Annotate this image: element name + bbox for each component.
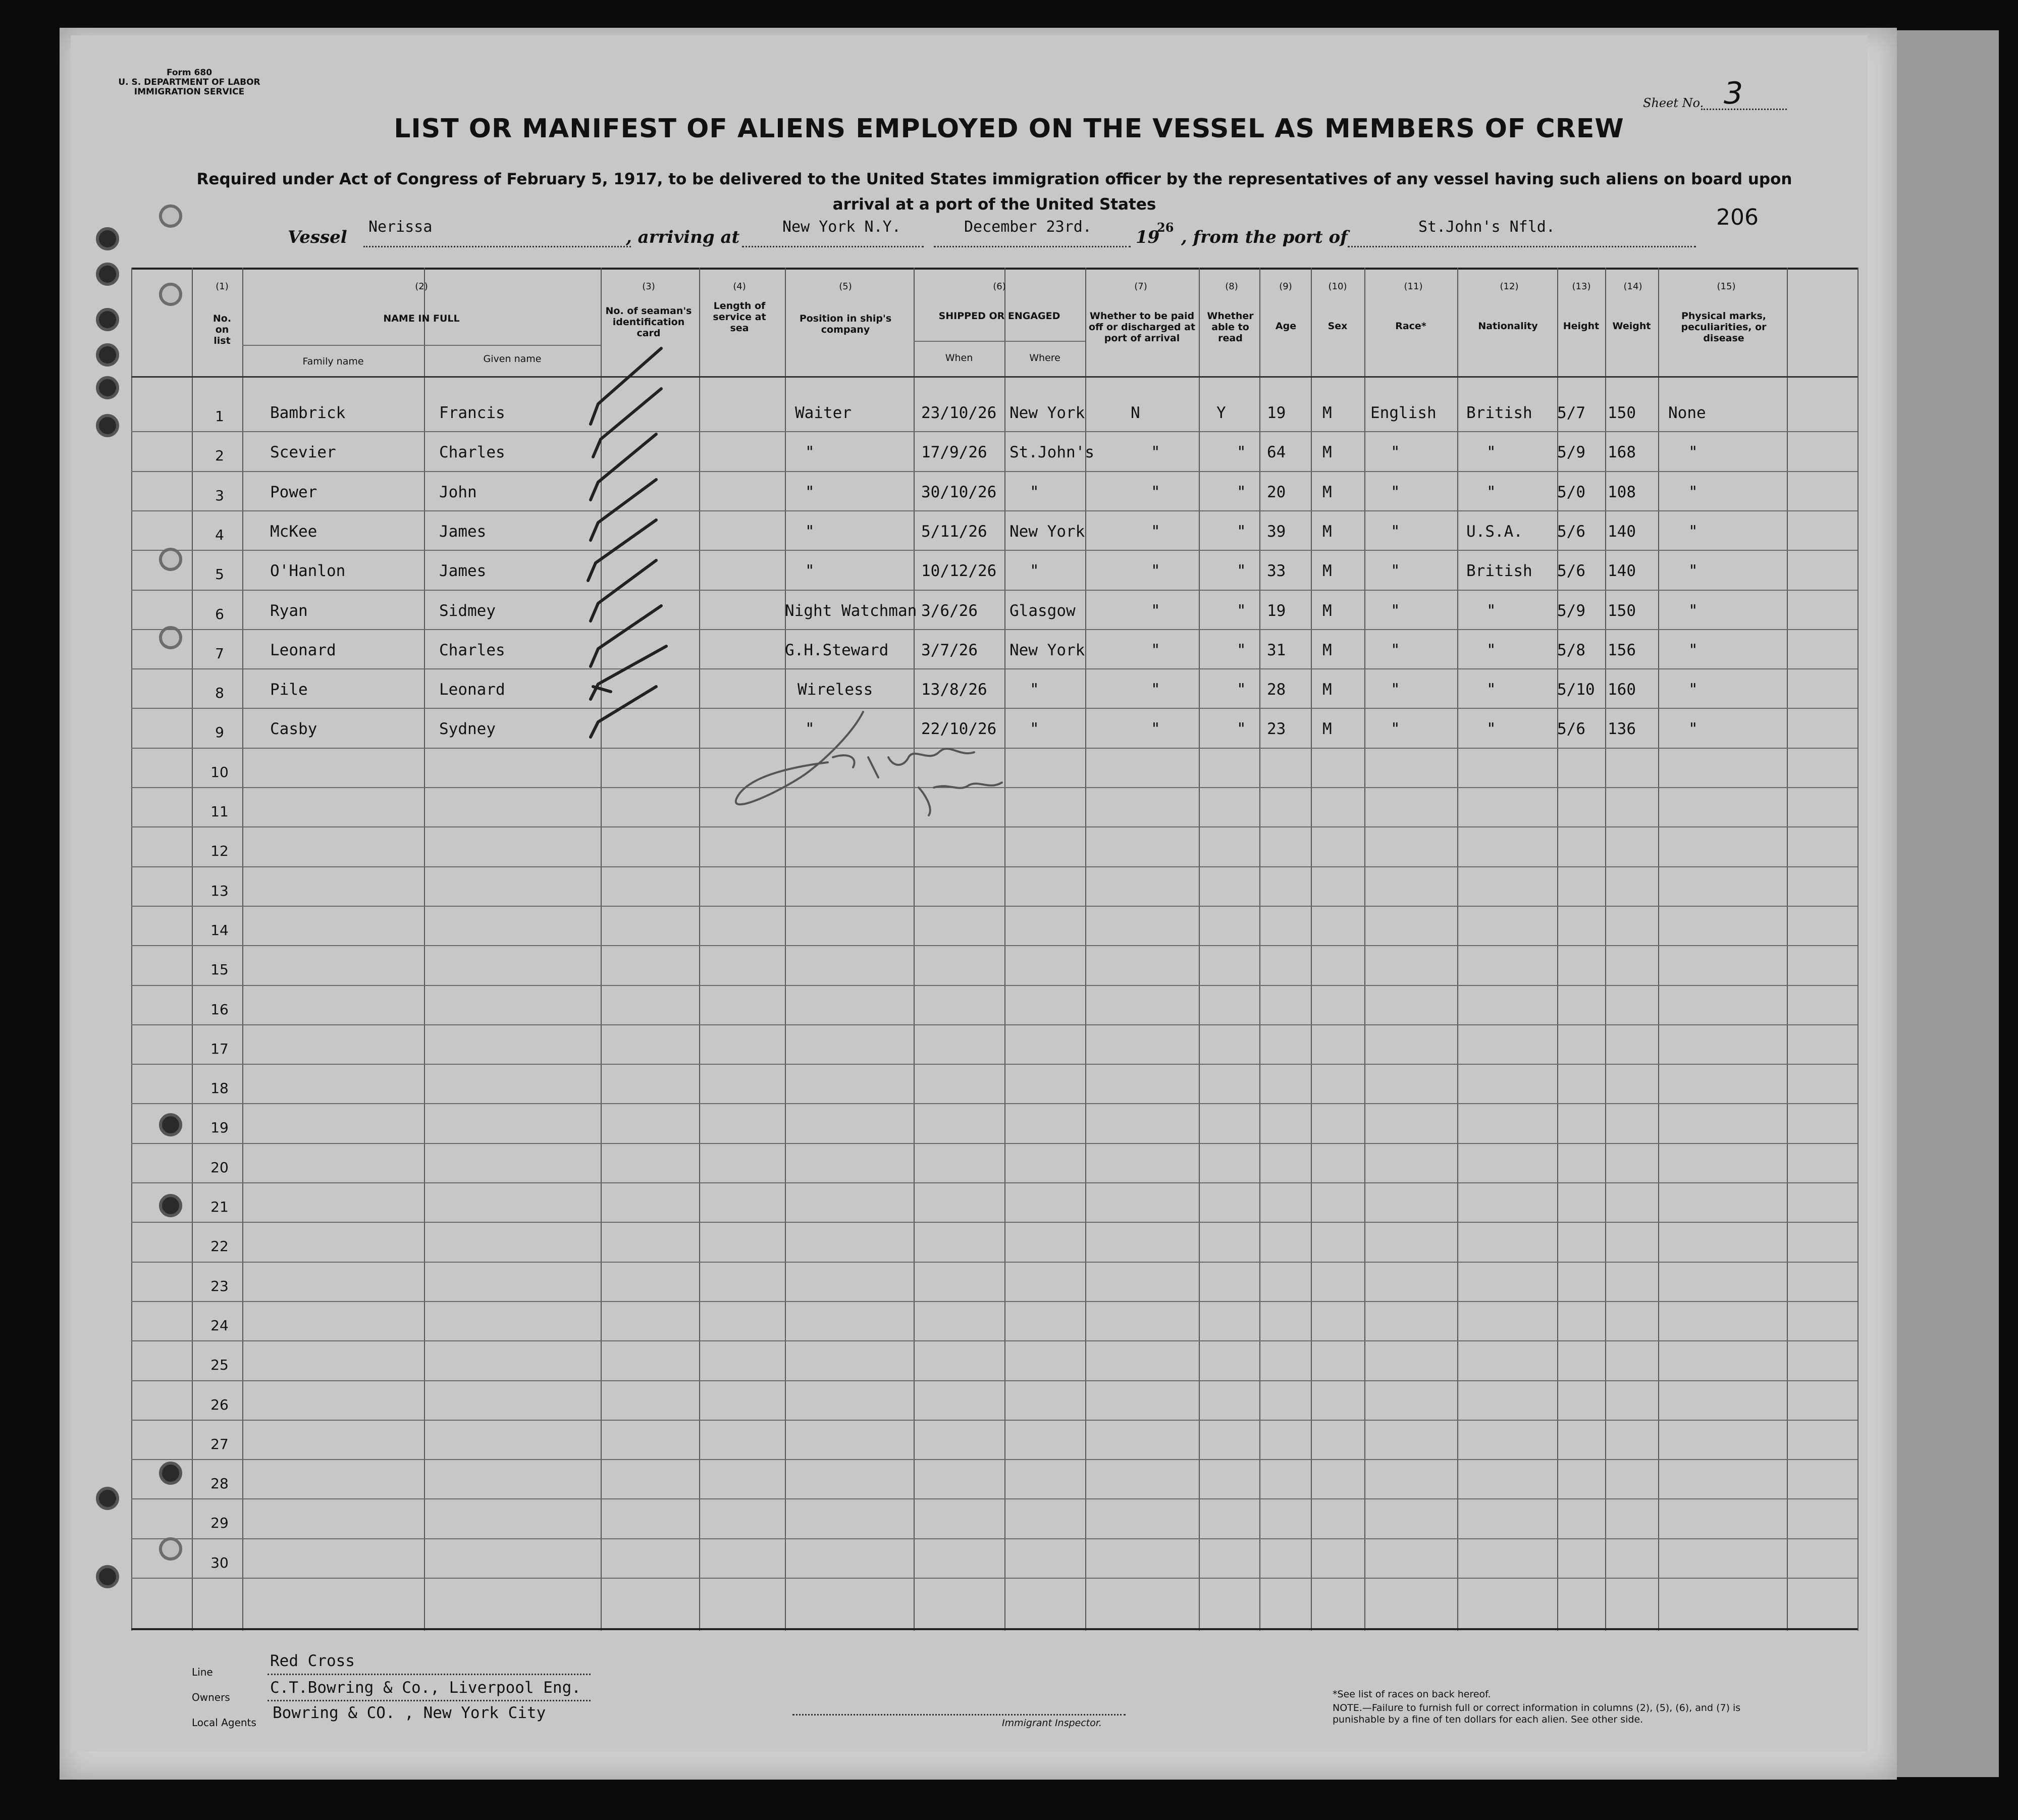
- year-suffix: 26: [1157, 220, 1174, 235]
- manifest-table-top: [131, 268, 1857, 270]
- cell-nationality: ": [1486, 681, 1496, 699]
- cell-paid: N: [1131, 404, 1140, 422]
- header-no-on-list: No. on list: [213, 313, 232, 346]
- binder-hole: [159, 1537, 182, 1561]
- header-id-card: No. of seaman's identification card: [605, 305, 692, 339]
- cell-race: ": [1391, 443, 1400, 462]
- row-number: 10: [210, 763, 229, 781]
- sheet-number-label: Sheet No.: [1643, 96, 1704, 110]
- row-number: 4: [215, 526, 224, 543]
- cell-weight: 160: [1608, 681, 1636, 699]
- vessel-line: [288, 218, 1555, 247]
- cell-age: 39: [1267, 522, 1286, 541]
- cell-position: Night Watchman: [785, 601, 917, 620]
- cell-marks: ": [1688, 720, 1698, 739]
- row-rule: [131, 1301, 1857, 1302]
- row-number: 24: [210, 1317, 229, 1334]
- cell-where: St.John's: [1010, 443, 1094, 462]
- row-number: 17: [210, 1040, 229, 1057]
- cell-marks: ": [1688, 522, 1698, 541]
- column-rule: [699, 268, 700, 1631]
- agents-value: Bowring & CO. , New York City: [273, 1704, 546, 1722]
- column-rule: [1787, 268, 1788, 1631]
- cell-nationality: ": [1486, 443, 1496, 462]
- column-rule: [242, 268, 243, 1631]
- sheet-code: 206: [1716, 204, 1759, 230]
- from-port: St.John's Nfld.: [1418, 218, 1555, 236]
- cell-family: Casby: [270, 720, 317, 739]
- row-number: 27: [210, 1435, 229, 1452]
- row-number: 11: [210, 803, 229, 820]
- binder-hole: [159, 1462, 182, 1485]
- row-number: 18: [210, 1080, 229, 1097]
- agents-label: Local Agents: [192, 1717, 256, 1729]
- row-rule: [131, 1380, 1857, 1381]
- cell-position: ": [805, 483, 815, 501]
- cell-marks: ": [1688, 601, 1698, 620]
- cell-race: ": [1391, 601, 1400, 620]
- cell-nationality: ": [1486, 641, 1496, 659]
- header-race: Race*: [1395, 321, 1426, 332]
- cell-nationality: ": [1486, 720, 1496, 739]
- cell-family: Ryan: [270, 601, 308, 620]
- row-rule: [131, 1024, 1857, 1025]
- cell-age: 19: [1267, 601, 1286, 620]
- col-num-11: (11): [1404, 281, 1423, 292]
- header-physical: Physical marks, peculiarities, or disease: [1681, 310, 1767, 344]
- cell-paid: ": [1151, 720, 1160, 739]
- binder-hole: [96, 376, 119, 399]
- cell-weight: 150: [1608, 404, 1636, 422]
- binder-hole: [159, 1194, 182, 1217]
- row-rule: [131, 1182, 1857, 1183]
- cell-position: G.H.Steward: [785, 641, 889, 659]
- row-number: 3: [215, 487, 224, 504]
- sheet-number-line: [1701, 109, 1787, 110]
- header-paid-off: Whether to be paid off or discharged at port of arrival: [1088, 310, 1196, 344]
- col-num-15: (15): [1717, 281, 1736, 292]
- row-number: 6: [215, 605, 224, 622]
- cell-sex: M: [1322, 720, 1332, 739]
- inspector-line: [792, 1714, 1126, 1715]
- cell-nationality: British: [1466, 562, 1532, 581]
- cell-given: Francis: [439, 404, 505, 422]
- cell-marks: ": [1688, 483, 1698, 501]
- cell-given: Sidmey: [439, 601, 496, 620]
- col-num-2: (2): [415, 281, 428, 292]
- row-rule: [131, 826, 1857, 827]
- header-sex: Sex: [1327, 321, 1348, 332]
- row-rule: [131, 550, 1857, 551]
- cell-read: ": [1237, 483, 1246, 501]
- cell-paid: ": [1151, 562, 1160, 581]
- cell-paid: ": [1151, 522, 1160, 541]
- col-num-14: (14): [1623, 281, 1642, 292]
- column-rule: [1457, 268, 1458, 1631]
- row-number: 12: [210, 843, 229, 860]
- year-prefix: 19: [1136, 227, 1160, 247]
- cell-marks: ": [1688, 681, 1698, 699]
- row-number: 30: [210, 1554, 229, 1571]
- cell-paid: ": [1151, 483, 1160, 501]
- cell-family: O'Hanlon: [270, 562, 346, 581]
- cell-nationality: ": [1486, 601, 1496, 620]
- cell-where: New York: [1010, 522, 1085, 541]
- cell-where: ": [1030, 562, 1039, 581]
- cell-race: ": [1391, 681, 1400, 699]
- binder-hole: [96, 414, 119, 437]
- col-num-8: (8): [1225, 281, 1238, 292]
- col-num-6: (6): [993, 281, 1006, 292]
- cell-weight: 168: [1608, 443, 1636, 462]
- cell-paid: ": [1151, 641, 1160, 659]
- row-rule: [131, 1222, 1857, 1223]
- row-number: 22: [210, 1238, 229, 1255]
- cell-sex: M: [1322, 404, 1332, 422]
- row-number: 1: [215, 408, 224, 425]
- cell-age: 20: [1267, 483, 1286, 501]
- row-rule: [131, 748, 1857, 749]
- header-position: Position in ship's company: [799, 313, 892, 335]
- form-department-block: [106, 68, 273, 97]
- row-rule: [131, 708, 1857, 709]
- cell-given: Sydney: [439, 720, 496, 739]
- row-rule: [131, 1103, 1857, 1104]
- cell-read: ": [1237, 601, 1246, 620]
- column-rule: [1557, 268, 1558, 1631]
- header-when: When: [945, 352, 973, 363]
- row-rule: [131, 1498, 1857, 1499]
- cell-height: 5/9: [1557, 443, 1585, 462]
- vessel-fill-line: [363, 246, 631, 247]
- cell-family: Leonard: [270, 641, 336, 659]
- inspector-label: Immigrant Inspector.: [1002, 1718, 1102, 1729]
- cell-where: ": [1030, 720, 1039, 739]
- cell-race: ": [1391, 562, 1400, 581]
- cell-when: 5/11/26: [921, 522, 987, 541]
- binder-hole: [96, 1487, 119, 1510]
- cell-weight: 156: [1608, 641, 1636, 659]
- row-rule: [131, 1143, 1857, 1144]
- column-rule: [1199, 268, 1200, 1631]
- header-family-name: Family name: [302, 356, 364, 367]
- row-rule: [131, 906, 1857, 907]
- row-number: 29: [210, 1515, 229, 1532]
- cell-given: Charles: [439, 443, 505, 462]
- name-header-rule: [242, 345, 601, 346]
- row-number: 28: [210, 1475, 229, 1492]
- cell-read: ": [1237, 522, 1246, 541]
- row-number: 26: [210, 1396, 229, 1413]
- row-number: 21: [210, 1199, 229, 1215]
- col-num-7: (7): [1134, 281, 1147, 292]
- header-bottom-rule: [131, 376, 1857, 378]
- col-num-9: (9): [1279, 281, 1292, 292]
- cell-where: New York: [1010, 641, 1085, 659]
- row-number: 19: [210, 1119, 229, 1136]
- agents-line: [268, 1700, 591, 1701]
- row-number: 5: [215, 566, 224, 583]
- cell-given: James: [439, 562, 487, 581]
- from-port-label: , from the port of: [1181, 227, 1348, 247]
- cell-given: John: [439, 483, 477, 501]
- row-number: 7: [215, 645, 224, 662]
- cell-when: 22/10/26: [921, 720, 997, 739]
- header-length-service: Length of service at sea: [713, 300, 766, 334]
- cell-sex: M: [1322, 522, 1332, 541]
- cell-paid: ": [1151, 601, 1160, 620]
- cell-age: 33: [1267, 562, 1286, 581]
- cell-family: Bambrick: [270, 404, 346, 422]
- from-port-fill-line: [1348, 246, 1696, 247]
- arriving-port: New York N.Y.: [782, 218, 901, 236]
- cell-family: Power: [270, 483, 317, 501]
- row-rule: [131, 1578, 1857, 1579]
- cell-sex: M: [1322, 483, 1332, 501]
- row-rule: [131, 590, 1857, 591]
- col-num-1: (1): [216, 281, 229, 292]
- header-weight: Weight: [1612, 321, 1651, 332]
- cell-read: ": [1237, 720, 1246, 739]
- cell-age: 28: [1267, 681, 1286, 699]
- row-rule: [131, 668, 1857, 669]
- column-rule: [914, 268, 915, 1631]
- column-rule: [424, 268, 425, 1631]
- column-rule: [1658, 268, 1659, 1631]
- cell-marks: ": [1688, 641, 1698, 659]
- cell-height: 5/10: [1557, 681, 1595, 699]
- cell-when: 13/8/26: [921, 681, 987, 699]
- cell-position: ": [805, 443, 815, 462]
- race-note: *See list of races on back hereof.: [1333, 1689, 1491, 1700]
- binder-hole: [159, 204, 182, 228]
- cell-given: James: [439, 522, 487, 541]
- row-number: 2: [215, 447, 224, 464]
- cell-nationality: British: [1466, 404, 1532, 422]
- cell-race: ": [1391, 720, 1400, 739]
- cell-read: ": [1237, 562, 1246, 581]
- header-where: Where: [1029, 352, 1060, 363]
- footer-top-rule: [131, 1628, 1857, 1630]
- column-rule: [1605, 268, 1606, 1631]
- fine-note: NOTE.—Failure to furnish full or correct information in columns (2), (5), (6), and (7) is punishable by a fine of ten dollars for each alien. See other side.: [1333, 1702, 1741, 1725]
- binder-hole: [96, 263, 119, 286]
- column-rule: [601, 268, 602, 1631]
- cell-when: 30/10/26: [921, 483, 997, 501]
- binder-hole: [96, 308, 119, 331]
- cell-height: 5/0: [1557, 483, 1585, 501]
- header-name-in-full: NAME IN FULL: [383, 313, 460, 324]
- cell-weight: 140: [1608, 522, 1636, 541]
- cell-race: ": [1391, 522, 1400, 541]
- binder-hole: [159, 283, 182, 306]
- form-number: Form 680: [166, 68, 213, 78]
- col-num-10: (10): [1328, 281, 1347, 292]
- row-number: 8: [215, 685, 224, 702]
- cell-position: Waiter: [795, 404, 852, 422]
- row-number: 25: [210, 1357, 229, 1374]
- row-rule: [131, 1064, 1857, 1065]
- column-rule: [1311, 268, 1312, 1631]
- row-rule: [131, 866, 1857, 867]
- row-rule: [131, 629, 1857, 630]
- row-rule: [131, 1340, 1857, 1341]
- cell-nationality: U.S.A.: [1466, 522, 1523, 541]
- cell-position: ": [805, 562, 815, 581]
- cell-paid: ": [1151, 681, 1160, 699]
- row-rule: [131, 471, 1857, 472]
- row-number: 15: [210, 961, 229, 978]
- cell-position: ": [805, 522, 815, 541]
- cell-when: 17/9/26: [921, 443, 987, 462]
- cell-family: Pile: [270, 681, 308, 699]
- row-rule: [131, 1459, 1857, 1460]
- row-number: 9: [215, 724, 224, 741]
- cell-sex: M: [1322, 641, 1332, 659]
- cell-given: Leonard: [439, 681, 505, 699]
- line-label: Line: [192, 1666, 213, 1678]
- cell-sex: M: [1322, 681, 1332, 699]
- header-given-name: Given name: [483, 353, 542, 365]
- col-num-12: (12): [1500, 281, 1519, 292]
- column-rule: [785, 268, 786, 1631]
- row-rule: [131, 1538, 1857, 1539]
- cell-position: ": [805, 720, 815, 739]
- sheet-number-value: 3: [1724, 76, 1743, 111]
- column-rule: [1085, 268, 1086, 1631]
- owners-label: Owners: [192, 1691, 230, 1703]
- cell-family: McKee: [270, 522, 317, 541]
- binder-hole: [159, 1113, 182, 1136]
- cell-marks: None: [1668, 404, 1706, 422]
- row-rule: [131, 787, 1857, 788]
- column-rule: [192, 268, 193, 1631]
- cell-when: 23/10/26: [921, 404, 997, 422]
- cell-read: ": [1237, 443, 1246, 462]
- cell-given: Charles: [439, 641, 505, 659]
- header-able-read: Whether able to read: [1207, 310, 1254, 344]
- date-fill-line: [934, 246, 1131, 247]
- cell-read: ": [1237, 681, 1246, 699]
- col-num-3: (3): [642, 281, 655, 292]
- page-title: LIST OR MANIFEST OF ALIENS EMPLOYED ON THE VESSEL AS MEMBERS OF CREW: [394, 114, 1624, 144]
- cell-sex: M: [1322, 601, 1332, 620]
- cell-family: Scevier: [270, 443, 336, 462]
- row-rule: [131, 431, 1857, 432]
- cell-paid: ": [1151, 443, 1160, 462]
- cell-where: Glasgow: [1010, 601, 1076, 620]
- cell-read: Y: [1216, 404, 1226, 422]
- cell-age: 31: [1267, 641, 1286, 659]
- cell-position: Wireless: [798, 681, 873, 699]
- arriving-fill-line: [742, 246, 924, 247]
- cell-sex: M: [1322, 443, 1332, 462]
- cell-height: 5/6: [1557, 562, 1585, 581]
- cell-weight: 150: [1608, 601, 1636, 620]
- col-num-4: (4): [733, 281, 746, 292]
- cell-weight: 136: [1608, 720, 1636, 739]
- cell-age: 19: [1267, 404, 1286, 422]
- row-number: 14: [210, 921, 229, 939]
- column-rule: [131, 268, 132, 1631]
- cell-race: ": [1391, 483, 1400, 501]
- row-number: 16: [210, 1001, 229, 1018]
- binder-hole: [96, 227, 119, 250]
- column-rule: [1364, 268, 1365, 1631]
- cell-weight: 140: [1608, 562, 1636, 581]
- header-nationality: Nationality: [1478, 321, 1538, 332]
- owners-line: [268, 1674, 591, 1675]
- header-height: Height: [1563, 321, 1600, 332]
- arrival-date: December 23rd.: [964, 218, 1092, 236]
- column-rule: [1857, 268, 1858, 1631]
- cell-height: 5/7: [1557, 404, 1585, 422]
- cell-where: ": [1030, 681, 1039, 699]
- cell-height: 5/8: [1557, 641, 1585, 659]
- owners-value: C.T.Bowring & Co., Liverpool Eng.: [270, 1679, 581, 1697]
- cell-age: 23: [1267, 720, 1286, 739]
- row-rule: [131, 1420, 1857, 1421]
- row-rule: [131, 1262, 1857, 1263]
- binder-hole: [96, 343, 119, 367]
- cell-marks: ": [1688, 562, 1698, 581]
- cell-height: 5/9: [1557, 601, 1585, 620]
- cell-where: ": [1030, 483, 1039, 501]
- column-rule: [1259, 268, 1260, 1631]
- header-shipped: SHIPPED OR ENGAGED: [938, 310, 1060, 322]
- cell-height: 5/6: [1557, 720, 1585, 739]
- page-subtitle: Required under Act of Congress of February 5, 1917, to be delivered to the United States immigration officer by the representatives of any vessel having such aliens on board upon arrival at a port of the United States: [196, 170, 1792, 214]
- cell-read: ": [1237, 641, 1246, 659]
- department-name: U. S. DEPARTMENT OF LABOR: [118, 77, 260, 87]
- column-rule: [1004, 268, 1005, 1631]
- cell-height: 5/6: [1557, 522, 1585, 541]
- cell-race: ": [1391, 641, 1400, 659]
- line-value: Red Cross: [270, 1652, 355, 1670]
- manifest-form: [71, 35, 1868, 1752]
- cell-weight: 108: [1608, 483, 1636, 501]
- cell-marks: ": [1688, 443, 1698, 462]
- service-name: IMMIGRATION SERVICE: [134, 87, 245, 97]
- cell-nationality: ": [1486, 483, 1496, 501]
- cell-when: 3/6/26: [921, 601, 978, 620]
- cell-race: English: [1370, 404, 1437, 422]
- shipped-header-rule: [914, 341, 1085, 342]
- row-rule: [131, 945, 1857, 946]
- row-rule: [131, 510, 1857, 511]
- cell-where: New York: [1010, 404, 1085, 422]
- cell-when: 3/7/26: [921, 641, 978, 659]
- row-number: 23: [210, 1277, 229, 1294]
- cell-sex: M: [1322, 562, 1332, 581]
- row-number: 13: [210, 882, 229, 899]
- header-age: Age: [1275, 321, 1297, 332]
- binder-hole: [96, 1565, 119, 1588]
- vessel-name: Nerissa: [368, 218, 433, 236]
- binder-hole: [159, 548, 182, 571]
- col-num-5: (5): [839, 281, 852, 292]
- col-num-13: (13): [1572, 281, 1591, 292]
- cell-age: 64: [1267, 443, 1286, 462]
- vessel-label: Vessel: [288, 227, 347, 247]
- row-number: 20: [210, 1159, 229, 1176]
- arriving-label: , arriving at: [626, 227, 740, 247]
- row-rule: [131, 985, 1857, 986]
- cell-when: 10/12/26: [921, 562, 997, 581]
